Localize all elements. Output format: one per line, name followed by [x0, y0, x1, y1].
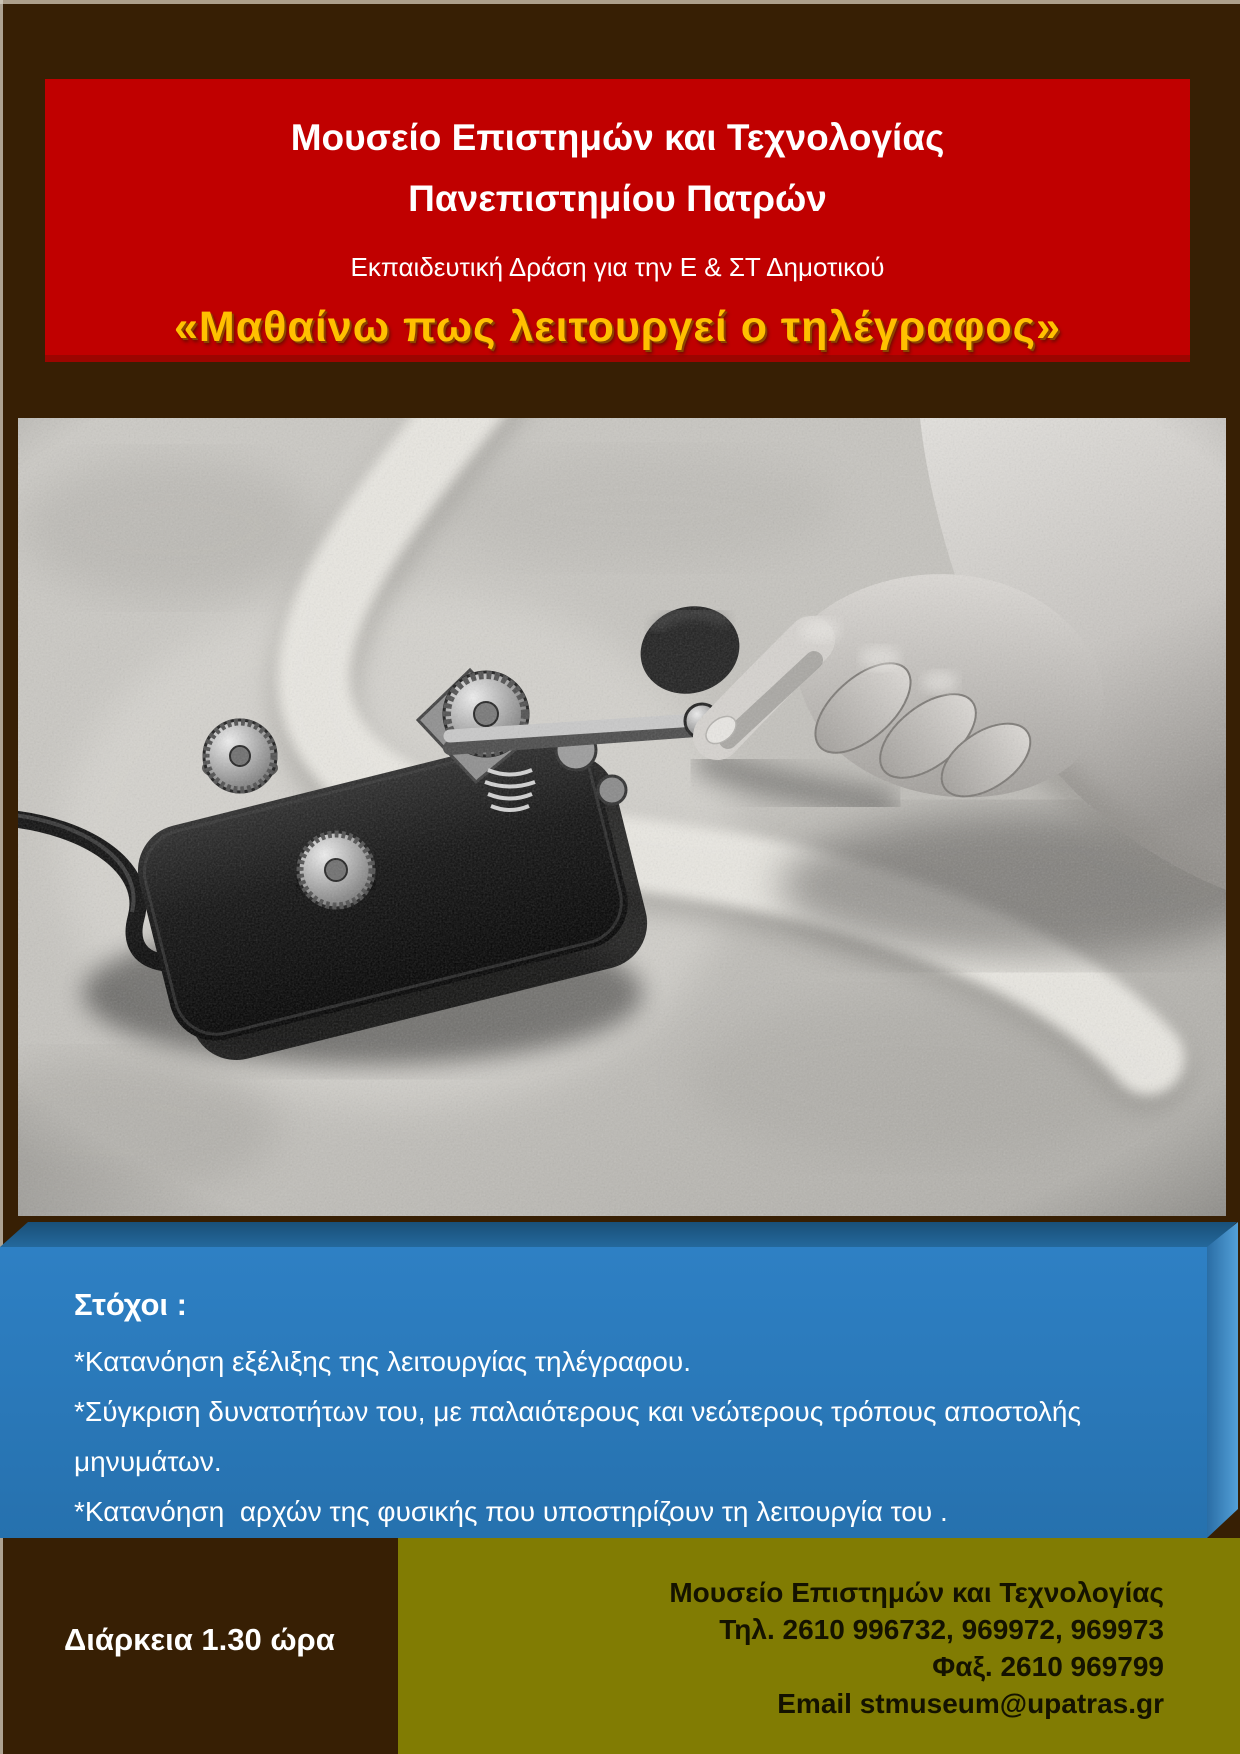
header-banner — [45, 79, 1190, 362]
contact-fax-line: Φαξ. 2610 969799 — [932, 1651, 1164, 1682]
goals-panel — [0, 1222, 1240, 1538]
duration-label: Διάρκεια 1.30 ώρα — [64, 1622, 335, 1657]
goals-panel-face — [0, 1247, 1207, 1538]
photo-vignette — [18, 418, 1226, 1216]
goals-heading: Στόχοι : — [74, 1287, 187, 1322]
goal-item-3: *Κατανόηση αρχών της φυσικής που υποστηρίζουν τη λειτουργία του . — [74, 1496, 948, 1527]
telegraph-photo-art — [18, 418, 1226, 1216]
museum-title-line2: Πανεπιστημίου Πατρών — [408, 178, 827, 219]
page-top-edge-highlight — [0, 0, 1240, 4]
contact-panel — [398, 1538, 1240, 1754]
goal-item-2: *Σύγκριση δυνατοτήτων του, με παλαιότερους και νεώτερους τρόπους αποστολής μηνυμάτων. — [74, 1396, 1089, 1477]
contact-phone-line: Τηλ. 2610 996732, 969972, 969973 — [719, 1614, 1164, 1645]
goals-panel-top-bevel — [0, 1222, 1240, 1247]
museum-title-line1: Μουσείο Επιστημών και Τεχνολογίας — [290, 117, 945, 158]
contact-email-line: Email stmuseum@upatras.gr — [777, 1688, 1164, 1719]
contact-org-line: Μουσείο Επιστημών και Τεχνολογίας — [669, 1577, 1164, 1608]
telegraph-photo — [18, 418, 1226, 1216]
goal-item-1: *Κατανόηση εξέλιξης της λειτουργίας τηλέγραφου. — [74, 1346, 691, 1377]
activity-title: «Μαθαίνω πως λειτουργεί ο τηλέγραφος» — [174, 303, 1061, 351]
goals-panel-right-bevel — [1207, 1222, 1238, 1538]
education-subtitle: Εκπαιδευτική Δράση για την Ε & ΣΤ Δημοτικού — [350, 252, 885, 282]
